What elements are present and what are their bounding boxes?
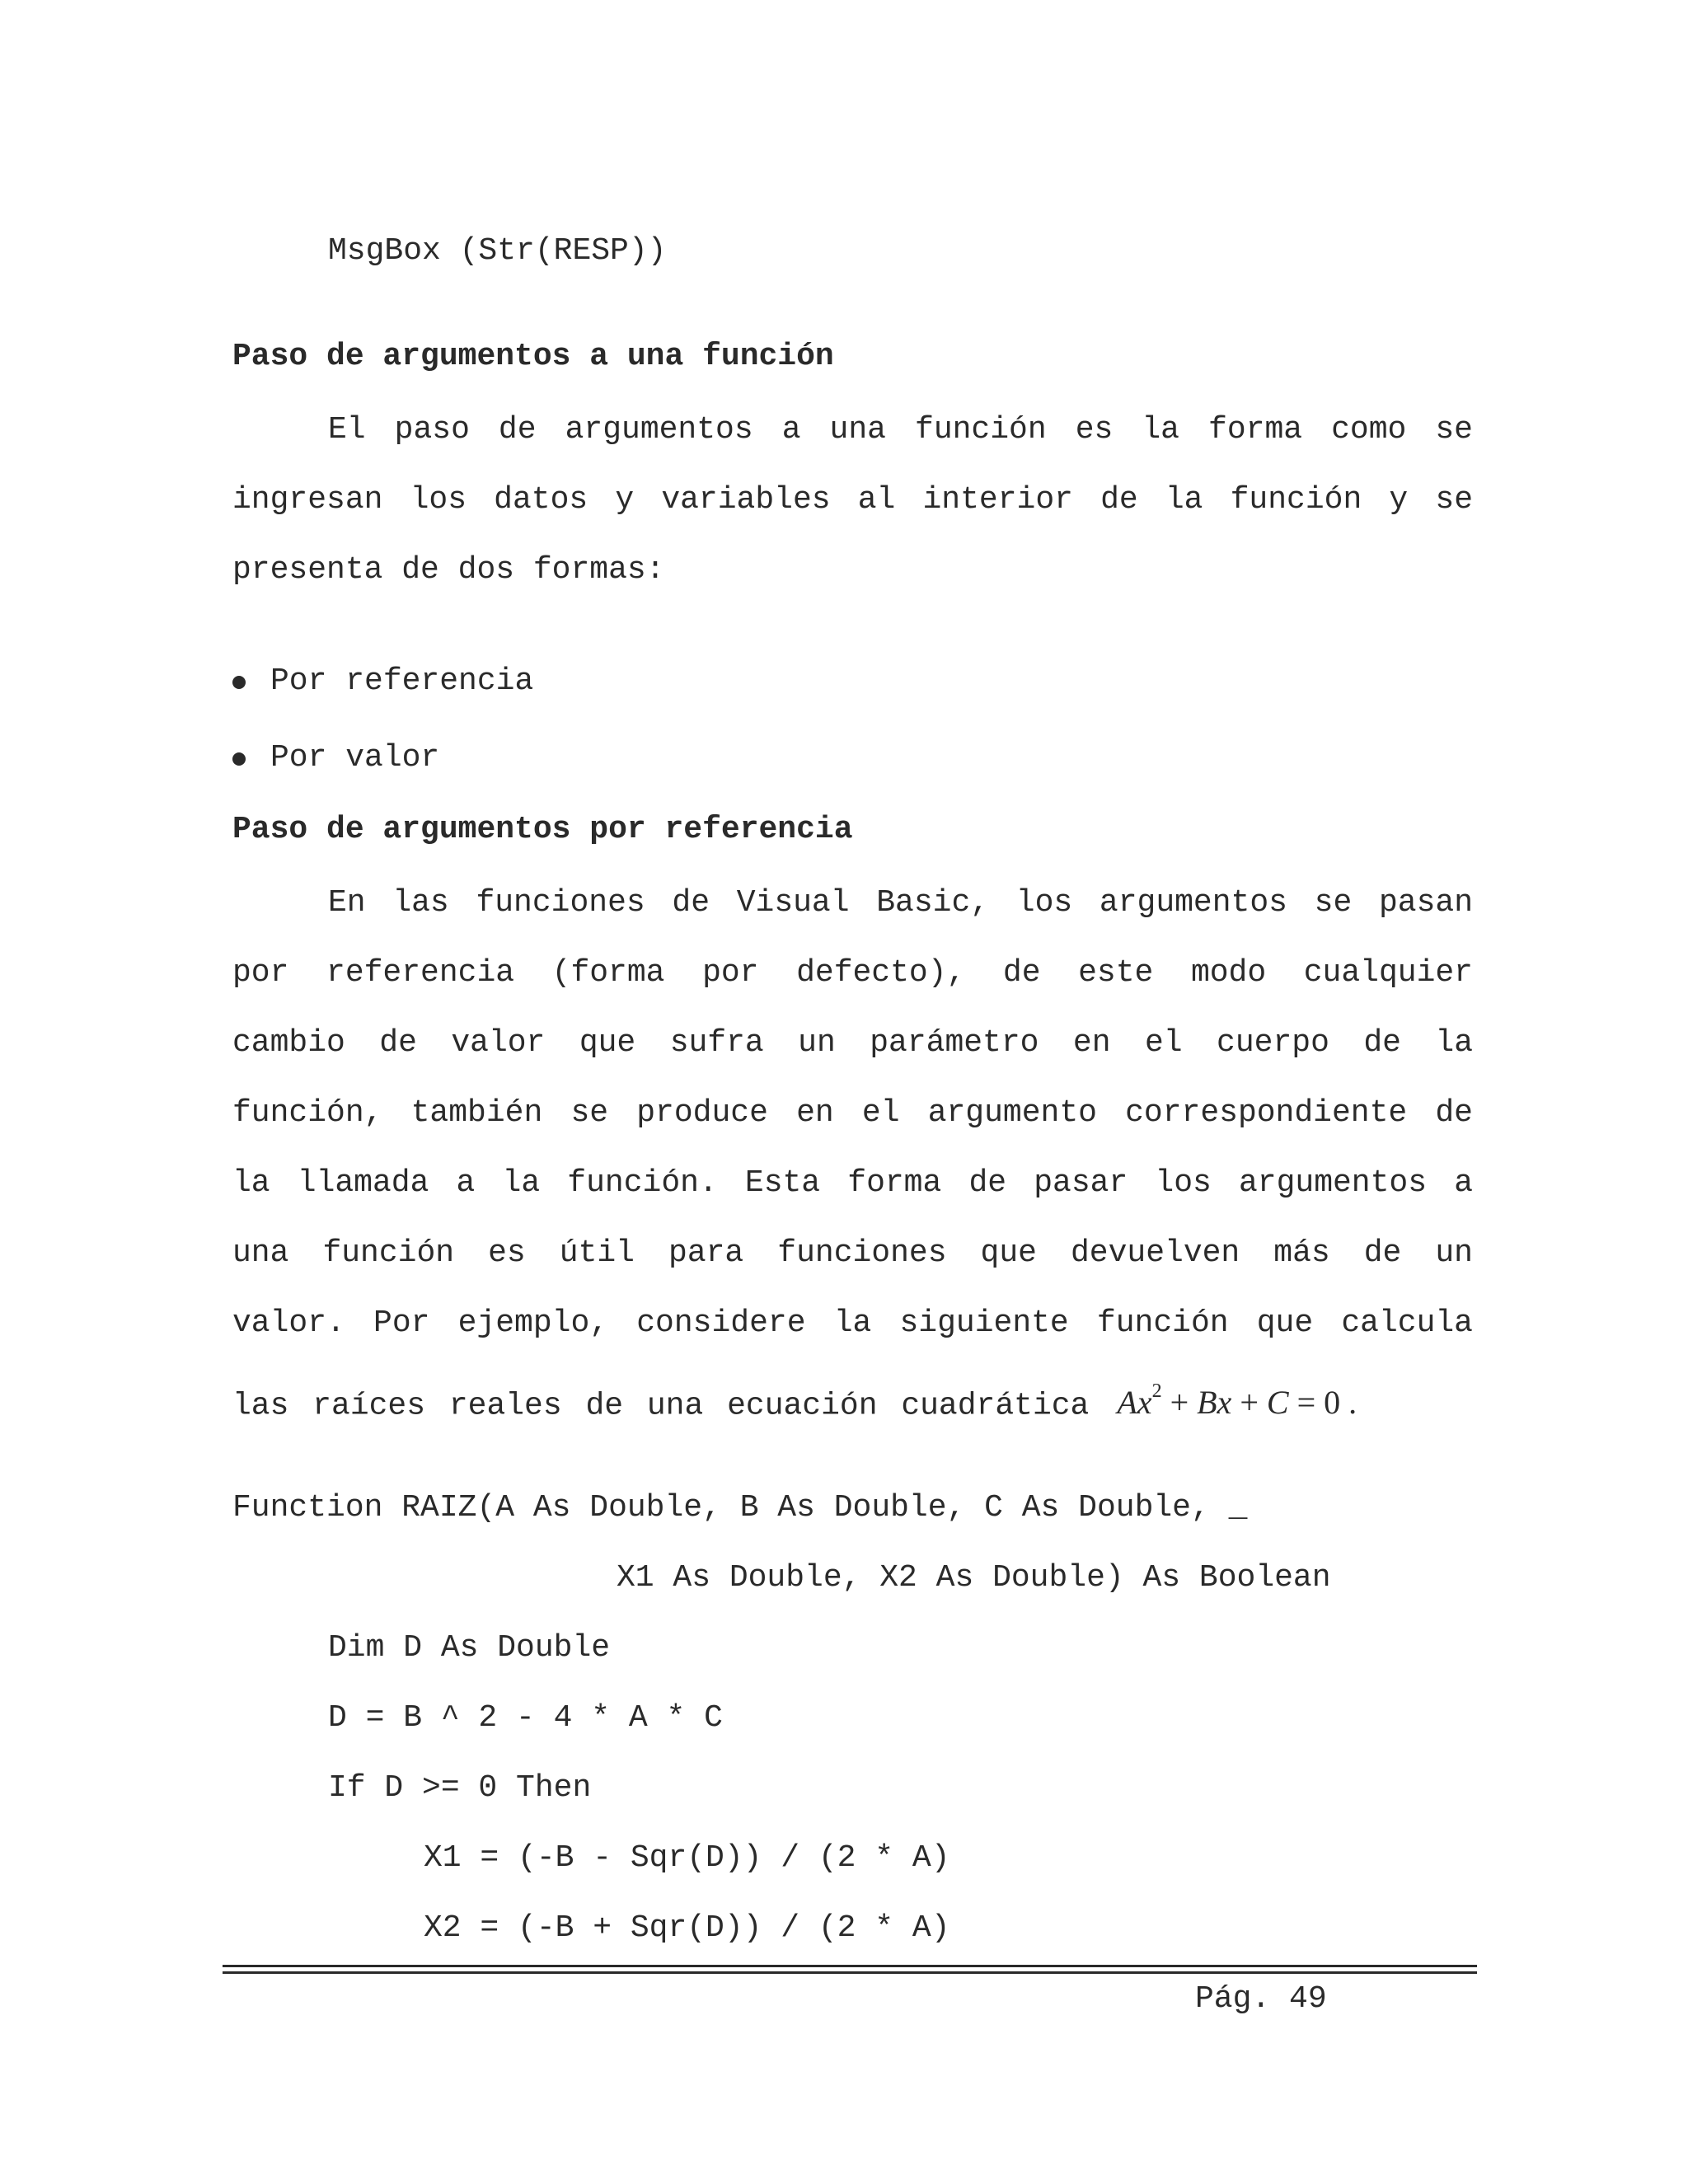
equation-equals-zero: = 0 [1288,1384,1341,1422]
equation-period: . [1340,1384,1357,1422]
code-line-x2: X2 = (-B + Sqr(D)) / (2 * A) [424,1910,950,1946]
bullet-dot-2 [232,752,246,766]
paragraph-2-line-8 [232,1380,1357,1424]
paragraph-2-line-6: una función es útil para funciones que devuelven más de un [232,1235,1473,1271]
code-line-dim: Dim D As Double [328,1630,611,1666]
equation-term-c: C [1266,1384,1289,1422]
code-line-function-signature: Function RAIZ(A As Double, B As Double, C As Double, _ [232,1490,1248,1526]
quadratic-equation [1117,1380,1357,1422]
code-line-msgbox: MsgBox (Str(RESP)) [328,233,667,269]
paragraph-2-line-5: la llamada a la función. Esta forma de pasar los argumentos a [232,1165,1473,1201]
equation-term-bx: Bx [1197,1384,1232,1422]
paragraph-2-line-2: por referencia (forma por defecto), de este modo cualquier [232,955,1473,991]
equation-term-ax: Ax [1117,1384,1152,1422]
code-line-discriminant: D = B ^ 2 - 4 * A * C [328,1700,723,1736]
paragraph-2-line-4: función, también se produce en el argumento correspondiente de [232,1095,1473,1131]
code-line-x1: X1 = (-B - Sqr(D)) / (2 * A) [424,1840,950,1876]
code-line-if: If D >= 0 Then [328,1770,592,1806]
equation-op-2: + [1231,1384,1267,1422]
footer-rule-bottom [223,1971,1477,1974]
equation-op-1: + [1161,1384,1198,1422]
section-heading-by-reference: Paso de argumentos por referencia [232,812,853,847]
paragraph-2-line-8-text: las raíces reales de una ecuación cuadrática [232,1388,1090,1424]
paragraph-1-line-3: presenta de dos formas: [232,552,665,588]
paragraph-2-line-1: En las funciones de Visual Basic, los argumentos se pasan [328,885,1473,921]
bullet-item-by-value: Por valor [270,740,440,776]
section-heading-argument-passing: Paso de argumentos a una función [232,339,834,374]
equation-exponent: 2 [1151,1380,1162,1402]
code-line-function-signature-cont: X1 As Double, X2 As Double) As Boolean [617,1560,1331,1596]
paragraph-1-line-1: El paso de argumentos a una función es la forma como se [328,412,1473,448]
footer-rule-top [223,1965,1477,1967]
bullet-item-by-reference: Por referencia [270,663,534,699]
paragraph-2-line-3: cambio de valor que sufra un parámetro en el cuerpo de la [232,1025,1473,1061]
page-number: Pág. 49 [1195,1981,1327,2017]
bullet-dot-1 [232,676,246,689]
paragraph-2-line-7: valor. Por ejemplo, considere la siguiente función que calcula [232,1305,1473,1341]
paragraph-1-line-2: ingresan los datos y variables al interior de la función y se [232,482,1473,518]
